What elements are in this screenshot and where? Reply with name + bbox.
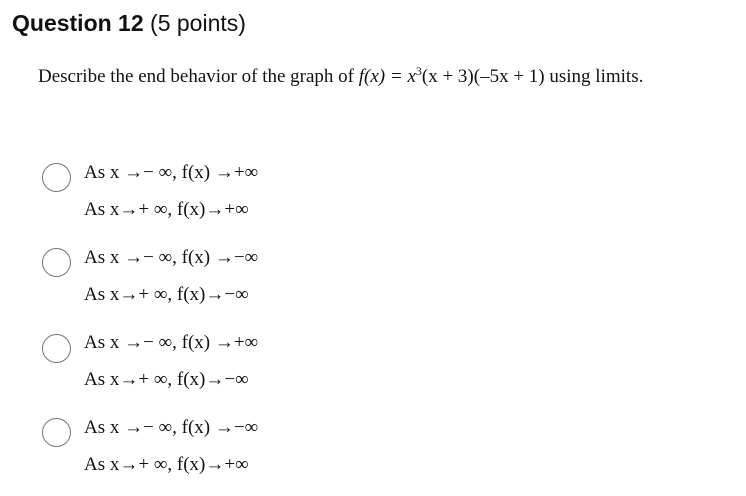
radio-button[interactable] [42,248,71,277]
radio-button[interactable] [42,418,71,447]
option-line-1: As x →− ∞, f(x) →−∞ [84,247,259,268]
question-number: Question 12 [12,10,144,36]
answer-option-2[interactable] [40,246,300,326]
question-title [12,8,246,38]
prompt-text-after: (x + 3)(–5x + 1) using limits. [421,66,644,87]
option-line-2: As x→+ ∞, f(x)→−∞ [84,284,249,305]
radio-button[interactable] [42,163,71,192]
option-line-2: As x→+ ∞, f(x)→+∞ [84,199,249,220]
answer-option-3[interactable] [40,331,300,411]
answer-option-4[interactable] [40,416,300,496]
question-points: (5 points) [150,10,246,36]
radio-button[interactable] [42,334,71,363]
option-line-1: As x →− ∞, f(x) →+∞ [84,332,259,353]
option-line-2: As x→+ ∞, f(x)→+∞ [84,454,249,475]
prompt-function: f(x) = x [358,66,416,87]
option-line-2: As x→+ ∞, f(x)→−∞ [84,369,249,390]
prompt-text-before: Describe the end behavior of the graph of [38,66,359,87]
question-prompt [38,64,643,90]
answer-option-1[interactable] [40,161,300,241]
prompt-exponent: 3 [415,64,422,78]
option-line-1: As x →− ∞, f(x) →+∞ [84,162,259,183]
option-line-1: As x →− ∞, f(x) →−∞ [84,417,259,438]
